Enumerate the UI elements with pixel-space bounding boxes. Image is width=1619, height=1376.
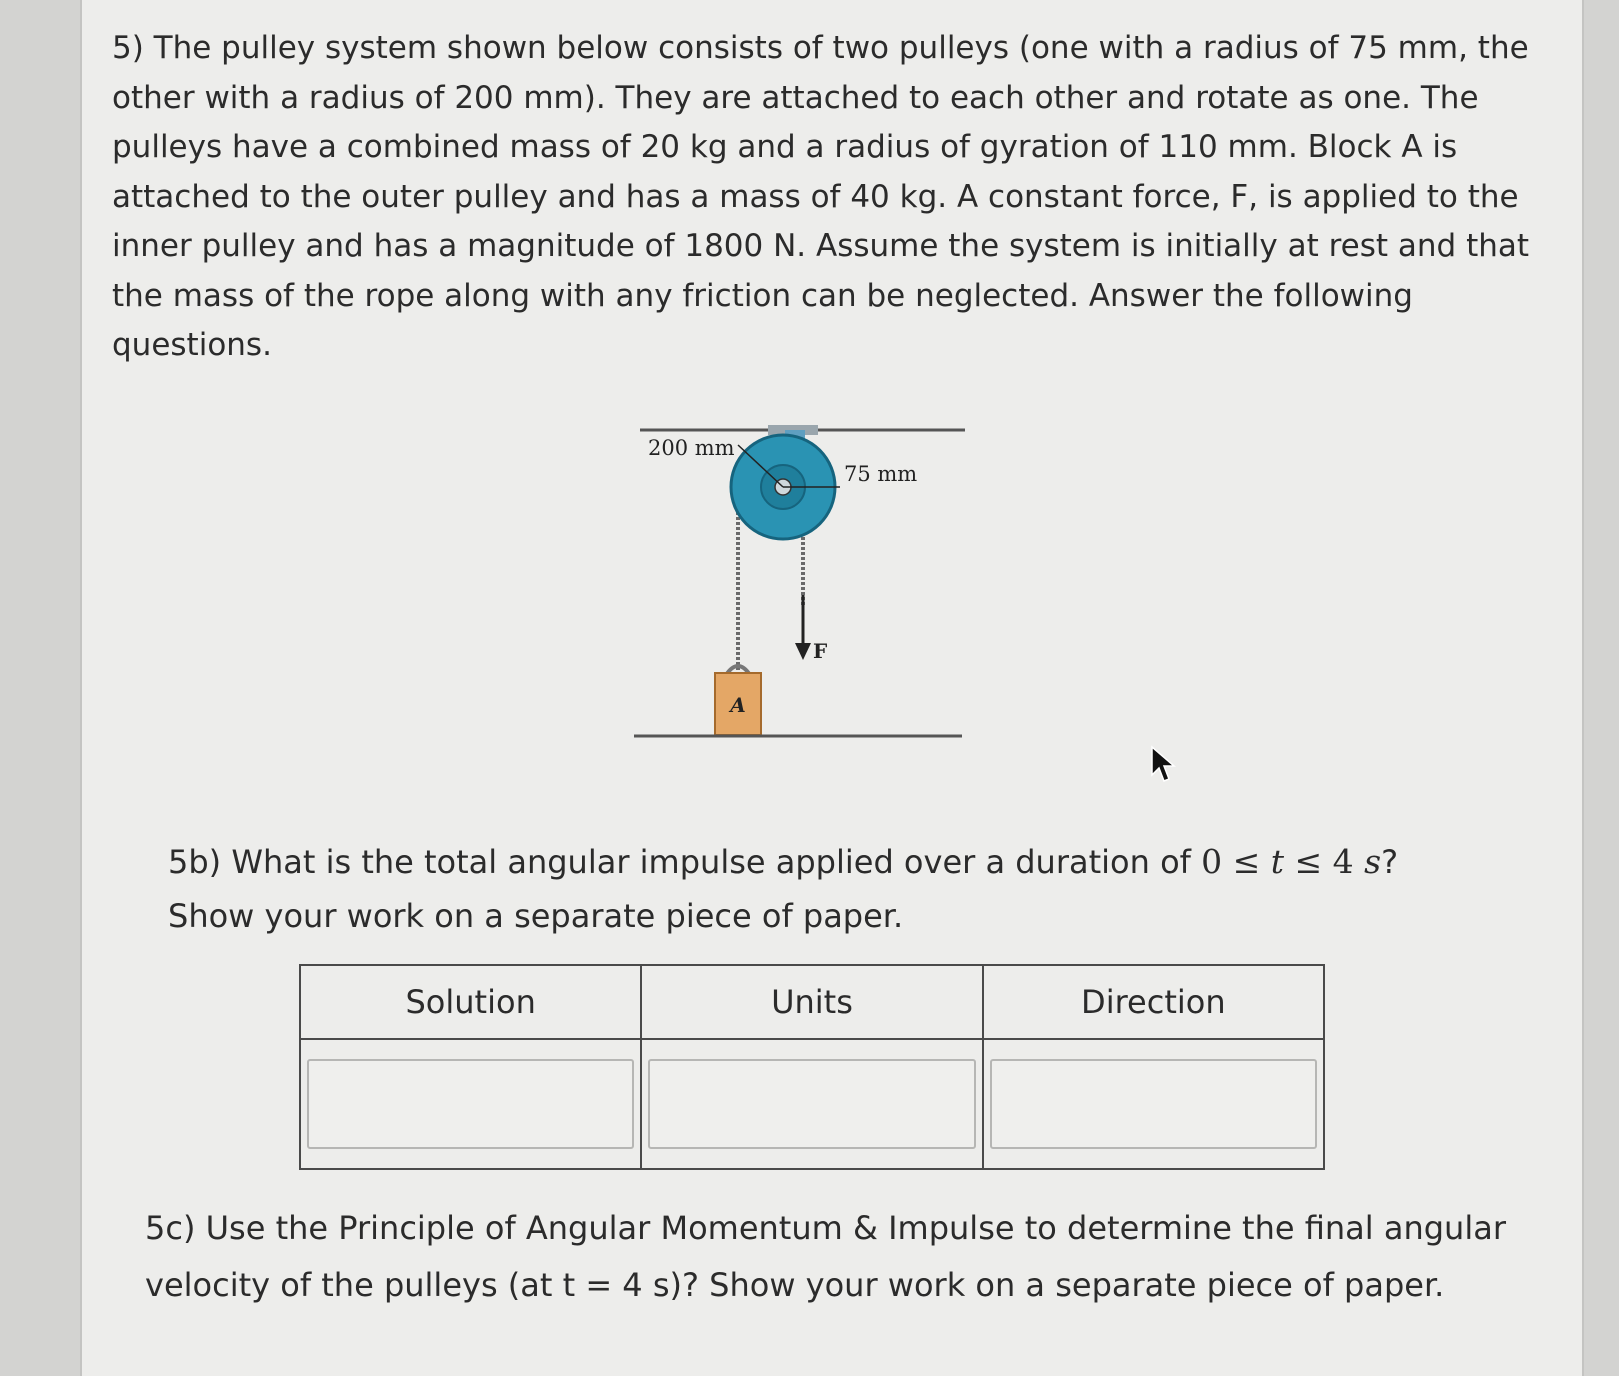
force-arrow-head [795, 643, 811, 660]
q5b-prefix: 5b) What is the total angular impulse applied over a duration of [168, 843, 1202, 881]
question-5c: 5c) Use the Principle of Angular Momentum & Impulse to determine the final angular velocity of the pulleys (at t = 4 s)? Show your work on a separate piece of paper. [145, 1209, 1506, 1304]
header-units: Units [641, 965, 982, 1039]
label-200mm: 200 mm [648, 436, 735, 460]
label-75mm: 75 mm [844, 462, 918, 486]
units-input[interactable] [648, 1059, 975, 1149]
header-direction: Direction [983, 965, 1324, 1039]
label-force: F [813, 639, 828, 663]
problem-statement: 5) The pulley system shown below consists of two pulleys (one with a radius of 75 mm, the other with a radius of 200 mm). They are attached to each other and rotate as one. The pulleys have a combined mass of 20 kg and a radius of gyration of 110 mm. Block A is attached to the outer pulley and has a mass of 40 kg. A constant force, F, is applied to the inner pulley and has a magnitude of 1800 N. Assume the system is initially at rest and that the mass of the rope along with any friction can be neglected. Answer the following questions. [112, 30, 1530, 363]
pulley-figure [620, 405, 980, 755]
label-block: A [730, 693, 746, 717]
answer-table [299, 964, 1325, 1170]
header-solution: Solution [300, 965, 641, 1039]
question-5b [168, 835, 1468, 943]
mouse-pointer-icon [1150, 745, 1180, 787]
direction-input[interactable] [990, 1059, 1317, 1149]
q5b-instruction: Show your work on a separate piece of paper. [168, 897, 904, 935]
solution-input[interactable] [307, 1059, 634, 1149]
q5b-suffix: ? [1381, 843, 1399, 881]
q5b-math: 0 ≤ t ≤ 4 s [1201, 842, 1382, 881]
